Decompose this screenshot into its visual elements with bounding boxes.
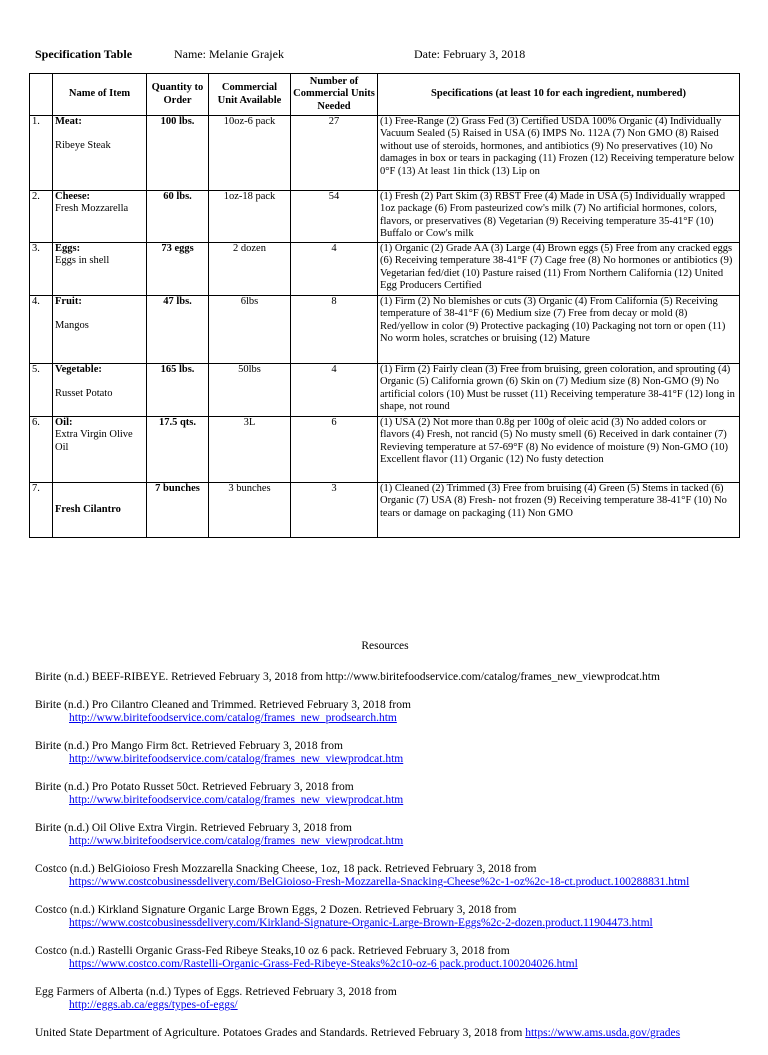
reference-text: Costco (n.d.) BelGioioso Fresh Mozzarella Snacking Cheese, 1oz, 18 pack. Retrieved February 3, 2018 from — [35, 863, 537, 875]
row-number: 1. — [30, 116, 53, 191]
quantity-cell: 100 lbs. — [147, 116, 209, 191]
reference-item — [35, 671, 755, 684]
reference-text: Egg Farmers of Alberta (n.d.) Types of Eggs. Retrieved February 3, 2018 from — [35, 986, 397, 998]
quantity-cell: 60 lbs. — [147, 191, 209, 243]
spec-cell: (1) Free-Range (2) Grass Fed (3) Certified USDA 100% Organic (4) Individually Vacuum Sealed (5) Raised in USA (6) IMPS No. 112A (7) Non GMO (8) Raised without use of steroids, hormones, and antibiotics (9) No preservatives (10) No damages in box or tears in packaging (11) Frozen (12) Receiving temperature below 0°F (13) At least 1in thick (13) Lip on — [378, 116, 740, 191]
row-number: 3. — [30, 243, 53, 296]
header-specifications: Specifications (at least 10 for each ingredient, numbered) — [378, 74, 740, 116]
reference-item — [35, 1027, 755, 1040]
table-header-row — [30, 74, 740, 116]
quantity-cell: 165 lbs. — [147, 364, 209, 417]
unit-cell: 3L — [209, 417, 291, 483]
unit-cell: 6lbs — [209, 296, 291, 364]
header-name-of-item: Name of Item — [53, 74, 147, 116]
reference-item — [35, 945, 755, 971]
reference-text: Costco (n.d.) Rastelli Organic Grass-Fed Ribeye Steaks,10 oz 6 pack. Retrieved February 3, 2018 from — [35, 945, 510, 957]
item-name — [53, 191, 147, 243]
reference-item — [35, 740, 755, 766]
item-category: Eggs: — [55, 243, 81, 254]
specification-table — [29, 73, 740, 538]
spec-cell: (1) Firm (2) No blemishes or cuts (3) Organic (4) From California (5) Receiving temperature of 38-41°F (6) Medium size (7) Free from decay or mold (8) Red/yellow in color (9) Protective packaging (10) Packaging not torn or open (11) No worm holes, scratches or bruising (12) Mature — [378, 296, 740, 364]
needed-cell: 27 — [291, 116, 378, 191]
reference-link[interactable]: http://www.biritefoodservice.com/catalog/frames_new_viewprodcat.htm — [69, 753, 404, 765]
reference-text: Costco (n.d.) Kirkland Signature Organic Large Brown Eggs, 2 Dozen. Retrieved February 3, 2018 from — [35, 904, 517, 916]
reference-text: United State Department of Agriculture. Potatoes Grades and Standards. Retrieved February 3, 2018 from — [35, 1027, 523, 1039]
quantity-cell: 73 eggs — [147, 243, 209, 296]
item-label: Extra Virgin Olive Oil — [55, 429, 133, 453]
reference-link[interactable]: http://eggs.ab.ca/eggs/types-of-eggs/ — [69, 999, 238, 1011]
header-units-needed: Number of Commercial Units Needed — [291, 74, 378, 116]
spec-cell: (1) Organic (2) Grade AA (3) Large (4) Brown eggs (5) Free from any cracked eggs (6) Receiving temperature 38-41°F (7) Cage free (8) No hormones or antibiotics (9) Vegetarian fed/diet (10) Pasture raised (11) From Northern California (12) United Egg Producers Certified — [378, 243, 740, 296]
needed-cell: 54 — [291, 191, 378, 243]
item-name — [53, 296, 147, 364]
reference-item — [35, 822, 755, 848]
reference-link[interactable]: https://www.costcobusinessdelivery.com/BelGioioso-Fresh-Mozzarella-Snacking-Cheese%2c-1-oz%2c-18-ct.product.100288831.html — [69, 876, 690, 888]
unit-cell: 2 dozen — [209, 243, 291, 296]
item-category: Vegetable: — [55, 364, 102, 375]
item-name — [53, 116, 147, 191]
reference-link[interactable]: https://www.ams.usda.gov/grades — [525, 1027, 681, 1039]
quantity-cell: 17.5 qts. — [147, 417, 209, 483]
needed-cell: 4 — [291, 364, 378, 417]
reference-item — [35, 904, 755, 930]
reference-link[interactable]: http://www.biritefoodservice.com/catalog/frames_new_prodsearch.htm — [69, 712, 397, 724]
spec-cell: (1) USA (2) Not more than 0.8g per 100g of oleic acid (3) No added colors or flavors (4) Fresh, not rancid (5) No musty smell (6) Received in dark container (7) Revieving temperature at 57-69°F (8) No evidence of moisture (9) Non-GMO (10) Excellent flavor (11) Organic (12) No fusty detection — [378, 417, 740, 483]
needed-cell: 8 — [291, 296, 378, 364]
header-commercial-unit: Commercial Unit Available — [209, 74, 291, 116]
document-header — [35, 47, 735, 65]
item-name — [53, 364, 147, 417]
reference-link[interactable]: https://www.costco.com/Rastelli-Organic-Grass-Fed-Ribeye-Steaks%2c10-oz-6 pack.product.100204026.html — [69, 958, 578, 970]
item-label: Ribeye Steak — [55, 140, 111, 152]
quantity-cell: 47 lbs. — [147, 296, 209, 364]
resources-section — [35, 640, 755, 1055]
reference-link[interactable]: https://www.costcobusinessdelivery.com/Kirkland-Signature-Organic-Large-Brown-Eggs%2c-2-dozen.product.11904473.html — [69, 917, 653, 929]
unit-cell: 1oz-18 pack — [209, 191, 291, 243]
table-row — [30, 243, 740, 296]
table-row — [30, 296, 740, 364]
item-category: Oil: — [55, 417, 73, 428]
table-row — [30, 417, 740, 483]
reference-item — [35, 699, 755, 725]
spec-cell: (1) Firm (2) Fairly clean (3) Free from bruising, green coloration, and sprouting (4) Organic (5) California grown (6) Skin on (7) Medium size (8) Non-GMO (9) No artificial colors (10) Must be russet (11) Receiving temperature 38-41°F (12) long in shape, not round — [378, 364, 740, 417]
table-row — [30, 483, 740, 538]
spec-cell: (1) Cleaned (2) Trimmed (3) Free from bruising (4) Green (5) Stems in tacked (6) Organic (7) USA (8) Fresh- not frozen (9) Receiving temperature 38-41°F (10) No tears or damage on packaging (11) Non GMO — [378, 483, 740, 538]
item-label: Russet Potato — [55, 388, 113, 400]
document-title: Specification Table — [35, 47, 133, 61]
table-row — [30, 191, 740, 243]
reference-text: Birite (n.d.) Pro Potato Russet 50ct. Retrieved February 3, 2018 from — [35, 781, 354, 793]
item-name — [53, 243, 147, 296]
header-number — [30, 74, 53, 116]
unit-cell: 50lbs — [209, 364, 291, 417]
reference-item — [35, 863, 755, 889]
reference-link[interactable]: http://www.biritefoodservice.com/catalog/frames_new_viewprodcat.htm — [69, 835, 404, 847]
item-category: Fruit: — [55, 296, 82, 307]
spec-cell: (1) Fresh (2) Part Skim (3) RBST Free (4) Made in USA (5) Individually wrapped 1oz package (6) From pasteurized cow's milk (7) No artificial hormones, colors, flavors, or preservatives (8) Vegetarian (9) Receiving temperature 35-41°F (10) Buffalo or Cow's milk — [378, 191, 740, 243]
reference-text: Birite (n.d.) Pro Cilantro Cleaned and Trimmed. Retrieved February 3, 2018 from — [35, 699, 411, 711]
reference-item — [35, 986, 755, 1012]
author-name: Name: Melanie Grajek — [174, 47, 284, 61]
item-name — [53, 417, 147, 483]
header-quantity: Quantity to Order — [147, 74, 209, 116]
needed-cell: 3 — [291, 483, 378, 538]
item-label: Mangos — [55, 320, 89, 332]
item-name: Fresh Cilantro — [53, 483, 147, 538]
reference-item — [35, 781, 755, 807]
needed-cell: 6 — [291, 417, 378, 483]
unit-cell: 10oz-6 pack — [209, 116, 291, 191]
resources-title: Resources — [361, 640, 409, 652]
row-number: 7. — [30, 483, 53, 538]
quantity-cell: 7 bunches — [147, 483, 209, 538]
reference-text: Birite (n.d.) Pro Mango Firm 8ct. Retrieved February 3, 2018 from — [35, 740, 343, 752]
table-row — [30, 116, 740, 191]
needed-cell: 4 — [291, 243, 378, 296]
row-number: 6. — [30, 417, 53, 483]
reference-text: Birite (n.d.) Oil Olive Extra Virgin. Retrieved February 3, 2018 from — [35, 822, 352, 834]
item-label: Eggs in shell — [55, 255, 110, 267]
item-category: Meat: — [55, 116, 82, 127]
item-category: Cheese: — [55, 191, 90, 202]
reference-link[interactable]: http://www.biritefoodservice.com/catalog/frames_new_viewprodcat.htm — [69, 794, 404, 806]
unit-cell: 3 bunches — [209, 483, 291, 538]
item-label: Fresh Mozzarella — [55, 203, 129, 215]
reference-text: Birite (n.d.) BEEF-RIBEYE. Retrieved February 3, 2018 from http://www.biritefoodservice.com/catalog/frames_new_viewprodcat.htm — [35, 671, 660, 683]
row-number: 2. — [30, 191, 53, 243]
row-number: 4. — [30, 296, 53, 364]
document-date: Date: February 3, 2018 — [414, 47, 526, 61]
table-row — [30, 364, 740, 417]
row-number: 5. — [30, 364, 53, 417]
